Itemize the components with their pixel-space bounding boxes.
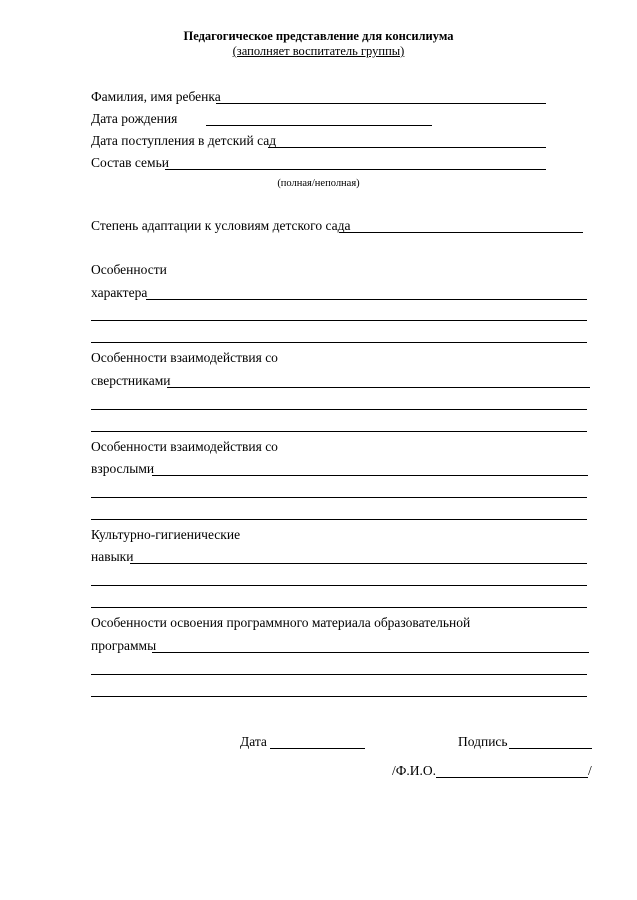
program-line-2[interactable] (91, 674, 587, 675)
child-name-line[interactable] (216, 103, 546, 104)
hygiene-line-1[interactable] (130, 563, 587, 564)
adaptation-line[interactable] (339, 232, 583, 233)
family-note: (полная/неполная) (277, 178, 360, 189)
form-subtitle: (заполняет воспитатель группы) (232, 44, 405, 58)
fio-label: /Ф.И.О. (392, 763, 437, 778)
hygiene-label-2: навыки (91, 549, 134, 564)
character-line-1[interactable] (146, 299, 587, 300)
adaptation-label: Степень адаптации к условиям детского сада (91, 218, 351, 233)
signature-label: Подпись (458, 734, 508, 749)
date-line[interactable] (270, 748, 365, 749)
character-line-3[interactable] (91, 342, 587, 343)
admission-date-line[interactable] (268, 147, 546, 148)
adults-line-1[interactable] (152, 475, 588, 476)
program-line-1[interactable] (152, 652, 589, 653)
family-label: Состав семьи (91, 155, 169, 170)
peers-line-3[interactable] (91, 431, 587, 432)
admission-date-label: Дата поступления в детский сад (91, 133, 277, 148)
peers-line-2[interactable] (91, 409, 587, 410)
character-line-2[interactable] (91, 320, 587, 321)
family-line[interactable] (165, 169, 546, 170)
character-label-2: характера (91, 285, 148, 300)
program-label: Особенности освоения программного материала образовательной (91, 615, 471, 630)
birth-date-line[interactable] (206, 125, 432, 126)
signature-line[interactable] (509, 748, 592, 749)
adults-label-2: взрослыми (91, 461, 155, 476)
hygiene-line-2[interactable] (91, 585, 587, 586)
program-label-2: программы (91, 638, 157, 653)
program-line-3[interactable] (91, 696, 587, 697)
fio-slash: / (588, 763, 592, 778)
hygiene-line-3[interactable] (91, 607, 587, 608)
adults-line-3[interactable] (91, 519, 587, 520)
form-title: Педагогическое представление для консилиума (183, 29, 454, 43)
adults-label: Особенности взаимодействия со (91, 439, 278, 454)
hygiene-label: Культурно-гигиенические (91, 527, 241, 542)
peers-line-1[interactable] (167, 387, 590, 388)
birth-date-label: Дата рождения (91, 111, 178, 126)
date-label: Дата (240, 734, 267, 749)
fio-line[interactable] (436, 777, 588, 778)
character-label: Особенности (91, 262, 167, 277)
peers-label: Особенности взаимодействия со (91, 350, 278, 365)
child-name-label: Фамилия, имя ребенка (91, 89, 221, 104)
adults-line-2[interactable] (91, 497, 587, 498)
peers-label-2: сверстниками (91, 373, 171, 388)
